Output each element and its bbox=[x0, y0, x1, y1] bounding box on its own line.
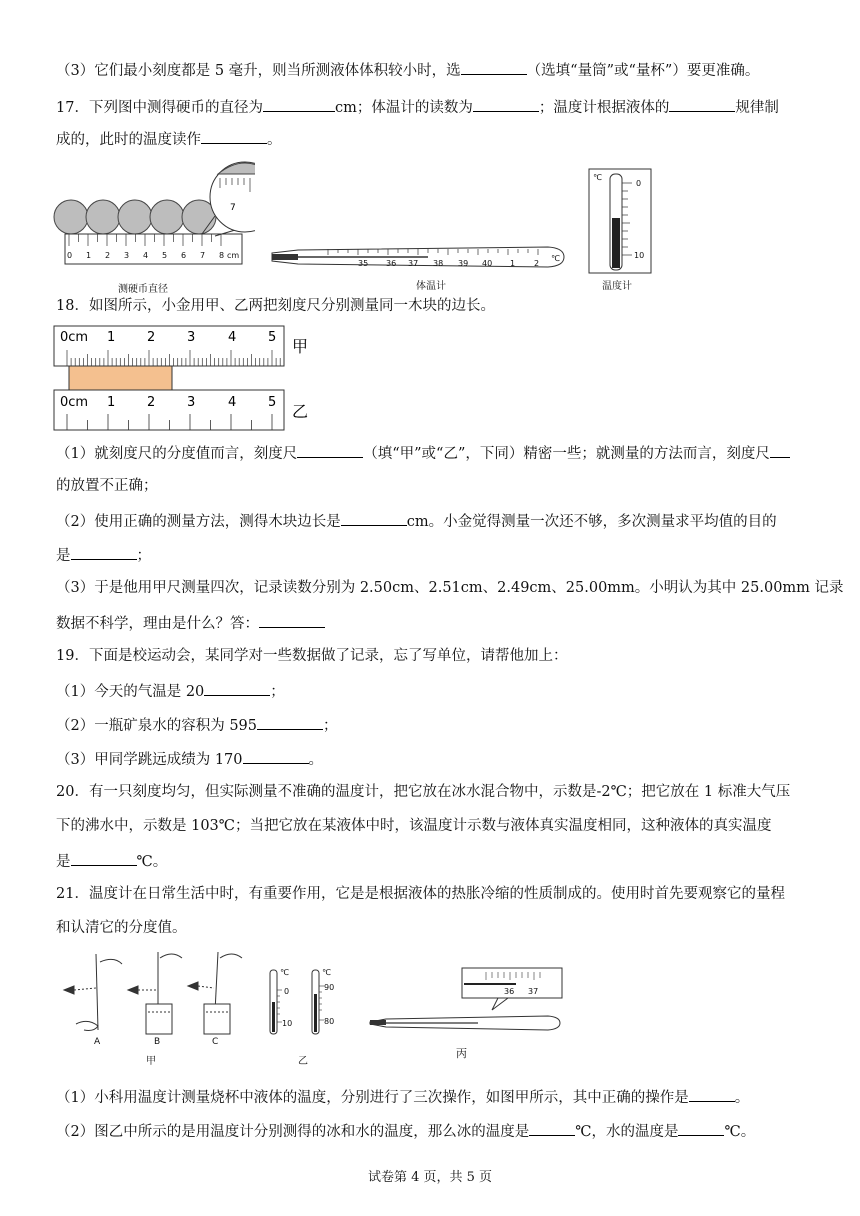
text: （1）今天的气温是 20 bbox=[56, 684, 205, 700]
bing-label-36: 36 bbox=[504, 987, 515, 996]
text: （1）小科用温度计测量烧杯中液体的温度，分别进行了三次操作，如图甲所示，其中正确的操作是 bbox=[56, 1090, 689, 1106]
label-c: C bbox=[212, 1037, 219, 1047]
ruler-jia-label-2: 2 bbox=[147, 330, 156, 345]
ruler-jia-label-1: 1 bbox=[107, 330, 116, 345]
caption-yi: 乙 bbox=[298, 1056, 308, 1067]
thermo-tick-label: 36 bbox=[386, 259, 397, 268]
yi-unit-right: ℃ bbox=[322, 968, 331, 977]
ruler-tick-label: 2 bbox=[105, 251, 111, 260]
answer-blank[interactable] bbox=[678, 1120, 724, 1136]
ruler-tick-label: 7 bbox=[200, 251, 206, 260]
operation-a bbox=[64, 954, 122, 1031]
answer-blank[interactable] bbox=[71, 544, 137, 560]
ruler-jia-label-0: 0cm bbox=[60, 330, 89, 345]
answer-blank[interactable] bbox=[259, 612, 325, 628]
text: 是 bbox=[56, 854, 71, 870]
ruler-yi-label-5: 5 bbox=[268, 395, 277, 410]
thermo-tick-label: 37 bbox=[408, 259, 419, 268]
text: 17．下列图中测得硬币的直径为 bbox=[56, 100, 263, 116]
ruler-tick-label: 3 bbox=[124, 251, 130, 260]
answer-blank[interactable] bbox=[669, 96, 735, 112]
answer-blank[interactable] bbox=[201, 128, 267, 144]
ruler-jia bbox=[54, 326, 284, 366]
q19-part1 bbox=[56, 680, 285, 702]
answer-blank[interactable] bbox=[341, 510, 407, 526]
yi-left-top: 0 bbox=[284, 987, 290, 996]
ruler-yi bbox=[54, 390, 284, 430]
label-b: B bbox=[154, 1037, 161, 1047]
caption-bing: 丙 bbox=[456, 1047, 467, 1060]
q21-part2 bbox=[56, 1120, 755, 1142]
q18-part1 bbox=[56, 442, 790, 464]
operation-c bbox=[188, 952, 242, 1034]
answer-blank[interactable] bbox=[263, 96, 335, 112]
text: （3）甲同学跳远成绩为 170 bbox=[56, 752, 243, 768]
q20-line2: 下的沸水中，示数是 103℃；当把它放在某液体中时，该温度计示数与液体真实温度相同，这种液体的真实温度 bbox=[56, 818, 772, 834]
text: 成的，此时的温度读作 bbox=[56, 132, 201, 148]
q18-part3-cont bbox=[56, 612, 325, 634]
text: ℃，水的温度是 bbox=[575, 1124, 679, 1140]
ruler-unit: cm bbox=[227, 251, 240, 260]
temp-tick-label: 0 bbox=[636, 179, 642, 188]
q17-question-cont bbox=[56, 128, 282, 150]
thermo-tick-label: 40 bbox=[482, 259, 493, 268]
text: （3）它们最小刻度都是 5 毫升，则当所测液体体积较小时，选 bbox=[56, 63, 461, 79]
ruler-tick-label: 5 bbox=[162, 251, 168, 260]
q21-part1 bbox=[56, 1086, 749, 1108]
ruler-tick-label: 0 bbox=[67, 251, 73, 260]
text: cm。小金觉得测量一次还不够，多次测量求平均值的目的 bbox=[406, 514, 777, 530]
text: ；温度计根据液体的 bbox=[538, 100, 670, 116]
ruler-jia-label-5: 5 bbox=[268, 330, 277, 345]
operations-figure-jia bbox=[62, 948, 252, 1048]
answer-blank[interactable] bbox=[204, 680, 270, 696]
answer-blank[interactable] bbox=[473, 96, 539, 112]
q18-part1-cont: 的放置不正确； bbox=[56, 478, 158, 494]
text: 是 bbox=[56, 548, 71, 564]
thermo-tick-label: 35 bbox=[358, 259, 369, 268]
label-a: A bbox=[94, 1037, 101, 1047]
text: ℃。 bbox=[724, 1124, 756, 1140]
ruler-tick-label: 1 bbox=[86, 251, 92, 260]
yi-right-top: 90 bbox=[324, 983, 335, 992]
yi-right-bottom: 80 bbox=[324, 1017, 335, 1026]
ruler bbox=[65, 234, 242, 264]
text: 数据不科学，理由是什么？答： bbox=[56, 616, 259, 632]
coins bbox=[54, 200, 216, 234]
text: （1）就刻度尺的分度值而言，刻度尺 bbox=[56, 446, 298, 462]
thermo-tick-label: 2 bbox=[534, 259, 540, 268]
q17-question bbox=[56, 96, 779, 118]
text: 。 bbox=[308, 752, 324, 768]
answer-blank[interactable] bbox=[71, 850, 137, 866]
answer-blank[interactable] bbox=[243, 748, 309, 764]
text: 。 bbox=[734, 1090, 750, 1106]
q18-part3: （3）于是他用甲尺测量四次，记录读数分别为 2.50cm、2.51cm、2.49cm、25.00mm。小明认为其中 25.00mm 记录 bbox=[56, 580, 844, 596]
thermo-tick-label: 1 bbox=[510, 259, 516, 268]
ruler-jia-label-4: 4 bbox=[228, 330, 237, 345]
thermo-tick-label: 39 bbox=[458, 259, 469, 268]
answer-blank[interactable] bbox=[257, 714, 323, 730]
thermo-tick-label: 38 bbox=[433, 259, 444, 268]
text: ； bbox=[270, 684, 285, 700]
bing-label-37: 37 bbox=[528, 987, 539, 996]
text: （2）一瓶矿泉水的容积为 595 bbox=[56, 718, 258, 734]
ruler-jia-label-3: 3 bbox=[187, 330, 196, 345]
yi-left-bottom: 10 bbox=[282, 1019, 293, 1028]
caption-coin: 测硬币直径 bbox=[118, 284, 168, 295]
ruler-tick-label: 4 bbox=[143, 251, 149, 260]
caption-jia: 甲 bbox=[146, 1056, 156, 1067]
thermometer-figure bbox=[588, 168, 652, 274]
answer-blank[interactable] bbox=[297, 442, 363, 458]
q18-title: 18．如图所示，小金用甲、乙两把刻度尺分别测量同一木块的边长。 bbox=[56, 298, 495, 314]
text: ； bbox=[136, 548, 151, 564]
q20-line3 bbox=[56, 850, 167, 872]
ruler-tick-label: 6 bbox=[181, 251, 187, 260]
text: ； bbox=[323, 718, 338, 734]
q20-line1: 20．有一只刻度均匀，但实际测量不准确的温度计，把它放在冰水混合物中，示数是-2℃；把它放在 1 标准大气压 bbox=[56, 784, 791, 800]
temp-unit: ℃ bbox=[593, 173, 602, 182]
temp-tick-label: 10 bbox=[634, 251, 645, 260]
q19-title: 19．下面是校运动会，某同学对一些数据做了记录，忘了写单位，请帮他加上： bbox=[56, 648, 568, 664]
text: 规律制 bbox=[735, 100, 779, 116]
q18-part2 bbox=[56, 510, 777, 532]
page-footer: 试卷第 4 页，共 5 页 bbox=[367, 1170, 493, 1185]
text: （2）图乙中所示的是用温度计分别测得的冰和水的温度，那么冰的温度是 bbox=[56, 1124, 530, 1140]
text: （2）使用正确的测量方法，测得木块边长是 bbox=[56, 514, 341, 530]
q18-part2-cont bbox=[56, 544, 151, 566]
text: （选填“量筒”或“量杯”）要更准确。 bbox=[526, 63, 760, 79]
two-rulers-figure bbox=[52, 322, 322, 432]
q21-line2: 和认清它的分度值。 bbox=[56, 920, 187, 936]
ruler-yi-label-0: 0cm bbox=[60, 395, 89, 410]
ruler-yi-label-4: 4 bbox=[228, 395, 237, 410]
caption-temp: 温度计 bbox=[602, 281, 632, 292]
ruler-yi-label-3: 3 bbox=[187, 395, 196, 410]
label-yi: 乙 bbox=[292, 402, 309, 421]
text: cm；体温计的读数为 bbox=[334, 100, 473, 116]
text: ℃。 bbox=[136, 854, 168, 870]
q21-line1: 21．温度计在日常生活中时，有重要作用，它是是根据液体的热胀冷缩的性质制成的。使用时首先要观察它的量程 bbox=[56, 886, 785, 902]
text: 。 bbox=[267, 132, 282, 148]
answer-blank[interactable] bbox=[461, 59, 527, 75]
label-jia: 甲 bbox=[292, 337, 309, 356]
clinical-thermometer-figure bbox=[268, 240, 568, 274]
operation-b bbox=[128, 952, 182, 1034]
text: （填“甲”或“乙”，下同）精密一些；就测量的方法而言，刻度尺 bbox=[363, 446, 770, 462]
answer-blank[interactable] bbox=[689, 1086, 735, 1102]
thermo-unit: ℃ bbox=[551, 254, 560, 263]
yi-unit-left: ℃ bbox=[280, 968, 289, 977]
wood-block bbox=[69, 366, 172, 390]
thermometers-figure-yi bbox=[262, 966, 342, 1036]
q19-part3 bbox=[56, 748, 323, 770]
answer-blank[interactable] bbox=[770, 442, 790, 458]
caption-thermo: 体温计 bbox=[416, 281, 446, 292]
answer-blank[interactable] bbox=[529, 1120, 575, 1136]
ruler-tick-label: 8 bbox=[219, 251, 225, 260]
ruler-yi-label-1: 1 bbox=[107, 395, 116, 410]
thermometer-figure-bing bbox=[368, 966, 568, 1038]
ruler-yi-label-2: 2 bbox=[147, 395, 156, 410]
q16-part3 bbox=[56, 59, 759, 81]
coin-ruler-figure bbox=[50, 150, 255, 275]
q19-part2 bbox=[56, 714, 338, 736]
zoom-label: 7 bbox=[230, 203, 236, 213]
